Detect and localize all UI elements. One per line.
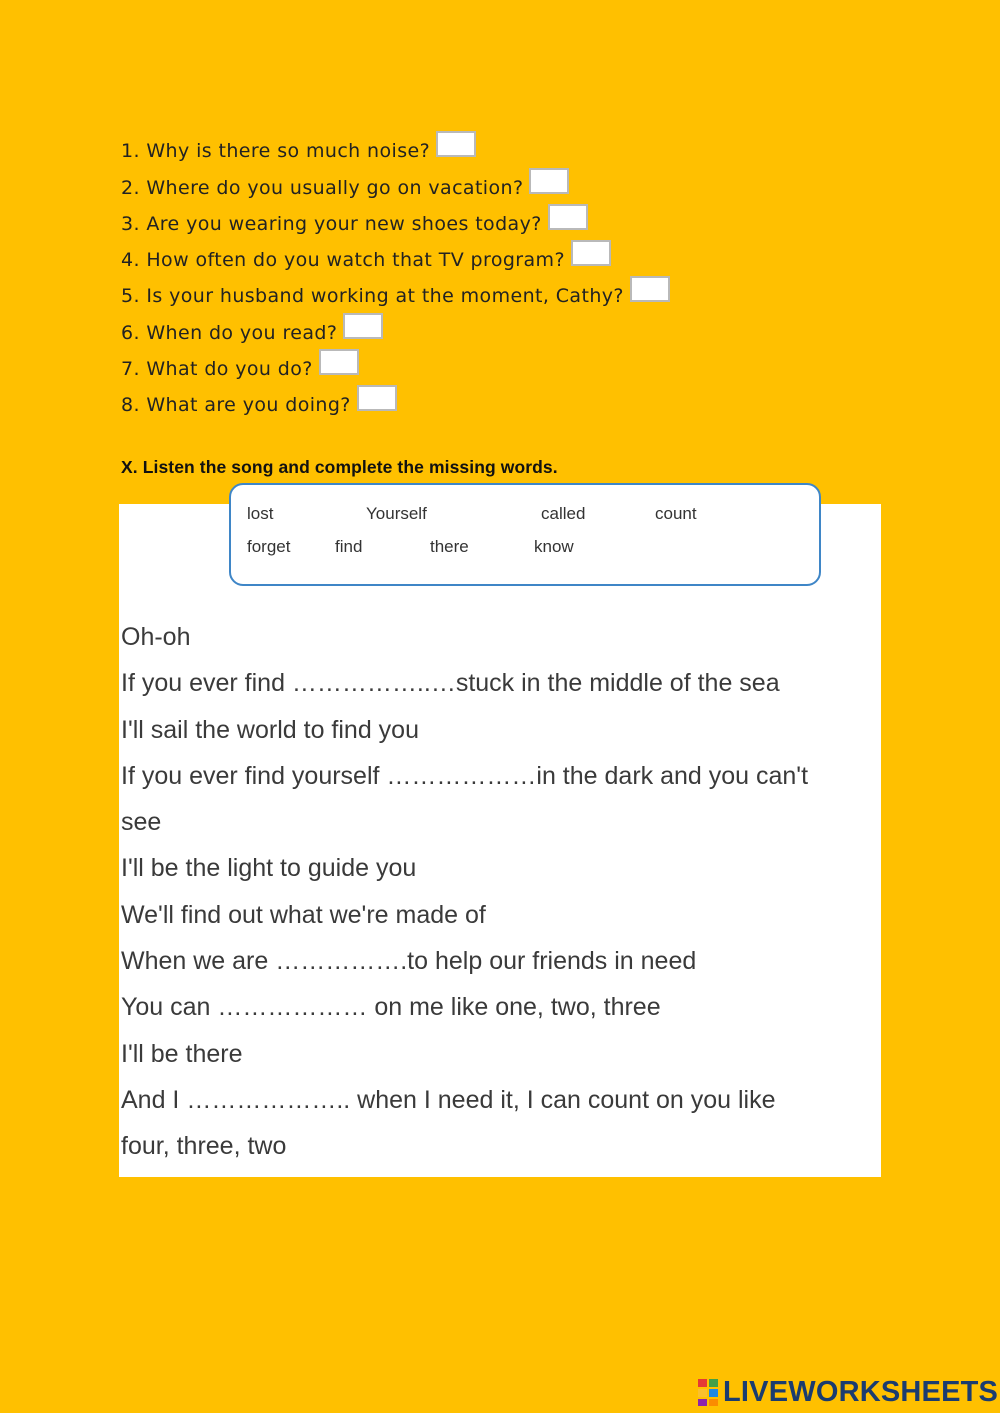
question-item [121, 381, 881, 417]
answer-box[interactable] [630, 276, 670, 302]
question-item [121, 200, 881, 236]
lyric-line: I'll be there [121, 1039, 243, 1068]
answer-box[interactable] [571, 240, 611, 266]
answer-box[interactable] [319, 349, 359, 375]
word-bank-item: know [534, 537, 574, 556]
word-bank-item: there [430, 537, 469, 556]
word-bank [229, 483, 821, 586]
answer-box[interactable] [357, 385, 397, 411]
question-text: 1. Why is there so much noise? [121, 140, 431, 163]
question-text: 8. What are you doing? [121, 394, 351, 417]
word-bank-item: forget [247, 537, 291, 556]
lyric-line: When we are …………….to help our friends in need [121, 947, 697, 976]
question-text: 3. Are you wearing your new shoes today? [121, 212, 542, 235]
liveworksheets-logo-icon [697, 1377, 721, 1407]
question-item [121, 127, 881, 163]
lyric-line: We'll find out what we're made of [121, 900, 486, 929]
question-item [121, 345, 881, 381]
lyric-line: If you ever find yourself ………………in the dark and you can't [121, 761, 809, 790]
word-bank-item: Yourself [366, 504, 427, 523]
question-item [121, 308, 881, 344]
answer-box[interactable] [548, 204, 588, 230]
logo-text: LIVEWORKSHEETS [723, 1375, 999, 1408]
lyric-line: And I ……………….. when I need it, I can count on you like [121, 1085, 776, 1114]
question-item [121, 272, 881, 308]
answer-box[interactable] [436, 131, 476, 157]
song-lyrics [121, 614, 871, 1170]
word-bank-item: find [335, 537, 363, 556]
lyric-line: If you ever find ……………..…stuck in the middle of the sea [121, 669, 780, 698]
lyric-line: I'll be the light to guide you [121, 854, 417, 883]
question-list [121, 127, 881, 417]
question-text: 7. What do you do? [121, 358, 313, 381]
question-text: 4. How often do you watch that TV program? [121, 249, 565, 272]
question-text: 5. Is your husband working at the moment, Cathy? [121, 285, 624, 308]
word-bank-item: called [541, 504, 586, 523]
question-text: 6. When do you read? [121, 321, 338, 344]
lyric-line: Oh-oh [121, 623, 191, 651]
lyric-line: four, three, two [121, 1132, 287, 1161]
answer-box[interactable] [343, 313, 383, 339]
lyric-line: You can ……………… on me like one, two, three [121, 993, 661, 1022]
question-item [121, 236, 881, 272]
word-bank-item: count [655, 504, 697, 523]
answer-box[interactable] [529, 168, 569, 194]
lyric-line: see [121, 808, 162, 837]
question-item [121, 163, 881, 199]
section-title: X. Listen the song and complete the missing words. [121, 457, 558, 477]
liveworksheets-logo [697, 1374, 998, 1410]
question-text: 2. Where do you usually go on vacation? [121, 176, 524, 199]
lyric-line: I'll sail the world to find you [121, 715, 419, 744]
word-bank-item: lost [247, 504, 274, 523]
